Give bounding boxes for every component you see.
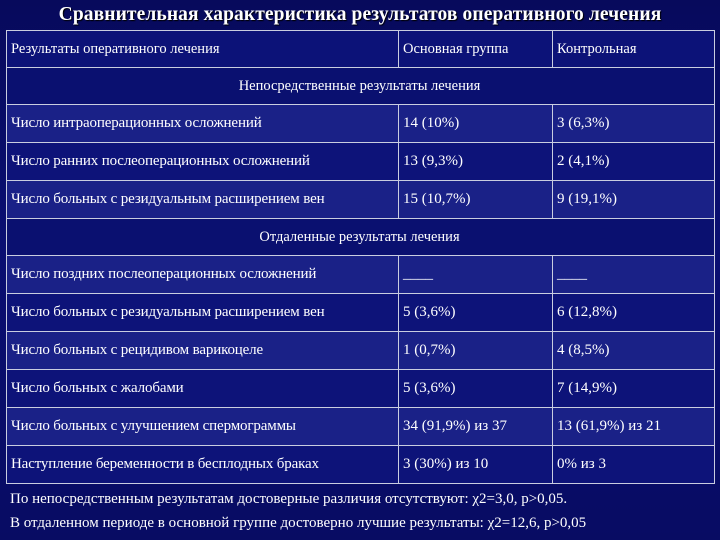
main-group-value: 15 (10,7%) bbox=[399, 181, 553, 219]
row-label: Число ранних послеоперационных осложнений bbox=[7, 143, 399, 181]
control-group-value: 6 (12,8%) bbox=[553, 294, 715, 332]
table-row bbox=[7, 370, 715, 408]
results-table bbox=[6, 30, 715, 484]
section-title: Отдаленные результаты лечения bbox=[7, 219, 715, 256]
row-label: Число больных с жалобами bbox=[7, 370, 399, 408]
table-row bbox=[7, 332, 715, 370]
control-group-value: 13 (61,9%) из 21 bbox=[553, 408, 715, 446]
table-row bbox=[7, 256, 715, 294]
footnote-long-term-results: В отдаленном периоде в основной группе достоверно лучшие результаты: χ2=12,6, p>0,05 bbox=[10, 515, 587, 531]
main-group-value: 1 (0,7%) bbox=[399, 332, 553, 370]
header-control-group-column: Контрольная bbox=[553, 31, 715, 68]
table-header-row bbox=[7, 31, 715, 68]
table-row bbox=[7, 181, 715, 219]
control-group-value: 3 (6,3%) bbox=[553, 105, 715, 143]
table-row bbox=[7, 143, 715, 181]
control-group-value: 2 (4,1%) bbox=[553, 143, 715, 181]
footnote-immediate-results: По непосредственным результатам достоверные различия отсутствуют: χ2=3,0, p>0,05. bbox=[10, 491, 568, 507]
row-label: Число больных с рецидивом варикоцеле bbox=[7, 332, 399, 370]
section-immediate-results bbox=[7, 68, 715, 105]
control-group-value: ____ bbox=[553, 256, 715, 294]
control-group-value: 4 (8,5%) bbox=[553, 332, 715, 370]
section-long-term-results bbox=[7, 219, 715, 256]
row-label: Наступление беременности в бесплодных браках bbox=[7, 446, 399, 484]
table-row bbox=[7, 294, 715, 332]
main-group-value: 5 (3,6%) bbox=[399, 294, 553, 332]
row-label: Число больных с резидуальным расширением вен bbox=[7, 294, 399, 332]
table-row bbox=[7, 408, 715, 446]
main-group-value: 13 (9,3%) bbox=[399, 143, 553, 181]
header-main-group-column: Основная группа bbox=[399, 31, 553, 68]
row-label: Число интраоперационных осложнений bbox=[7, 105, 399, 143]
main-group-value: 3 (30%) из 10 bbox=[399, 446, 553, 484]
footnotes bbox=[10, 487, 716, 535]
header-results-column: Результаты оперативного лечения bbox=[7, 31, 399, 68]
row-label: Число больных с резидуальным расширением вен bbox=[7, 181, 399, 219]
slide-title: Сравнительная характеристика результатов оперативного лечения bbox=[58, 4, 662, 25]
table-row bbox=[7, 446, 715, 484]
main-group-value: 5 (3,6%) bbox=[399, 370, 553, 408]
main-group-value: 34 (91,9%) из 37 bbox=[399, 408, 553, 446]
row-label: Число поздних послеоперационных осложнений bbox=[7, 256, 399, 294]
control-group-value: 9 (19,1%) bbox=[553, 181, 715, 219]
control-group-value: 0% из 3 bbox=[553, 446, 715, 484]
main-group-value: ____ bbox=[399, 256, 553, 294]
control-group-value: 7 (14,9%) bbox=[553, 370, 715, 408]
row-label: Число больных с улучшением спермограммы bbox=[7, 408, 399, 446]
main-group-value: 14 (10%) bbox=[399, 105, 553, 143]
section-title: Непосредственные результаты лечения bbox=[7, 68, 715, 105]
table-row bbox=[7, 105, 715, 143]
